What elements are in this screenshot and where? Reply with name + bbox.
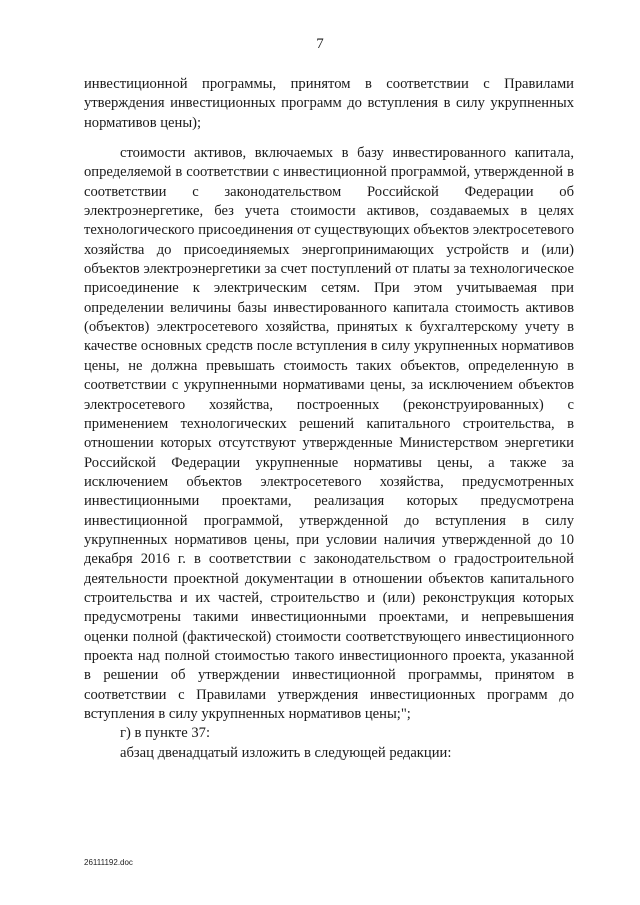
paragraph-instruction: абзац двенадцатый изложить в следующей редакции: xyxy=(120,744,452,761)
paragraph-asset-value: стоимости активов, включаемых в базу инвестированного капитала, определяемой в соответствии с инвестиционной программой, утвержденной в соответствии с законодательством Российской Федерации об электроэнергетике, без учета стоимости активов, создаваемых в целях технологического присоединения от существующих объектов электросетевого хозяйства до присоединяемых энергопринимающих устройств и (или) объектов электроэнергетики за счет поступлений от платы за технологическое присоединение к электрическим сетям. При этом учитываемая при определении величины базы инвестированного капитала стоимость активов (объектов) электросетевого хозяйства, принятых к бухгалтерскому учету в качестве основных средств после вступления в силу укрупненных нормативов цены, не должна превышать стоимость таких объектов, определенную в соответствии с укрупненными нормативами цены, за исключением объектов электросетевого хозяйства, построенных (реконструированных) с применением технологических решений капитального строительства, в отношении которых отсутствуют утвержденные Министерством энергетики Российской Федерации укрупненные нормативы цены, а также за исключением объектов электросетевого хозяйства, предусмотренных инвестиционными проектами, реализация которых предусмотрена инвестиционной программой, утвержденной до вступления в силу укрупненных нормативов цены, при условии наличия утвержденной до 10 декабря 2016 г. в соответствии с законодательством о градостроительной деятельности проектной документации в отношении объектов капитального строительства и их частей, строительство и (или) реконструкция которых предусмотрены такими инвестиционными проектами, и непревышения оценки полной (фактической) стоимости соответствующего инвестиционного проекта над полной стоимостью такого инвестиционного проекта, указанной в решении об утверждении инвестиционной программы, принятом в соответствии с Правилами утверждения инвестиционных программ до вступления в силу укрупненных нормативов цены;"; xyxy=(84,145,574,722)
page-number: 7 xyxy=(316,36,324,52)
paragraph-continuation: инвестиционной программы, принятом в соответствии с Правилами утверждения инвестиционных программ до вступления в силу укрупненных нормативов цены); xyxy=(84,76,574,131)
document-file-code: 26111192.doc xyxy=(84,858,133,867)
paragraph-item-g: г) в пункте 37: xyxy=(120,725,210,742)
document-body xyxy=(84,75,574,763)
